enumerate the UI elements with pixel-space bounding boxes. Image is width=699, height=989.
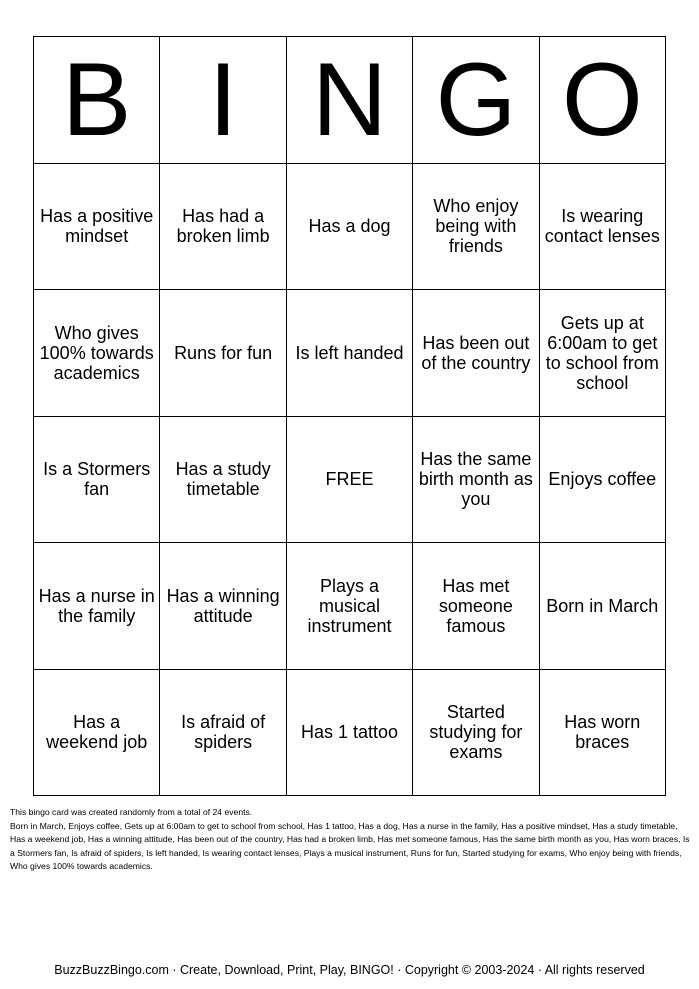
bingo-cell: Has a winning attitude (160, 543, 286, 670)
bingo-cell: Started studying for exams (413, 670, 539, 797)
bingo-cell: Enjoys coffee (540, 417, 666, 544)
bingo-cell: Is wearing contact lenses (540, 164, 666, 291)
bingo-cell: Who enjoy being with friends (413, 164, 539, 291)
bingo-cell: Has met someone famous (413, 543, 539, 670)
bingo-cell: Has had a broken limb (160, 164, 286, 291)
bingo-cell: Has 1 tattoo (287, 670, 413, 797)
card-note (10, 806, 690, 874)
note-summary: This bingo card was created randomly from a total of 24 events. (10, 807, 253, 817)
header-letter-i: I (160, 37, 286, 164)
bingo-cell: Runs for fun (160, 290, 286, 417)
bingo-cell: Who gives 100% towards academics (34, 290, 160, 417)
bingo-cell: Is afraid of spiders (160, 670, 286, 797)
header-letter-b: B (34, 37, 160, 164)
free-cell: FREE (287, 417, 413, 544)
bingo-cell: Has a study timetable (160, 417, 286, 544)
bingo-cell: Has the same birth month as you (413, 417, 539, 544)
note-events: Born in March, Enjoys coffee, Gets up at 6:00am to get to school from school, Has 1 tattoo, Has a dog, Has a nurse in the family, Has a positive mindset, Has a study timetable, Has a weekend job, Has a winning attitude, Has been out of the country, Has had a broken limb, Has met someone famous, Has the same birth month as you, Has worn braces, Is a Stormers fan, Is afraid of spiders, Is left handed, Is wearing contact lenses, Plays a musical instrument, Runs for fun, Started studying for exams, Who enjoy being with friends, Who gives 100% towards academics. (10, 820, 690, 871)
bingo-cell: Has worn braces (540, 670, 666, 797)
site-credit: BuzzBuzzBingo.com · Create, Download, Print, Play, BINGO! · Copyright © 2003-2024 · All rights reserved (54, 963, 645, 977)
bingo-cell: Has a positive mindset (34, 164, 160, 291)
bingo-cell: Is a Stormers fan (34, 417, 160, 544)
bingo-cell: Plays a musical instrument (287, 543, 413, 670)
header-letter-g: G (413, 37, 539, 164)
bingo-cell: Is left handed (287, 290, 413, 417)
bingo-cell: Has a dog (287, 164, 413, 291)
bingo-cell: Has a weekend job (34, 670, 160, 797)
bingo-cell: Has a nurse in the family (34, 543, 160, 670)
header-letter-n: N (287, 37, 413, 164)
header-letter-o: O (540, 37, 666, 164)
bingo-cell: Has been out of the country (413, 290, 539, 417)
bingo-cell: Born in March (540, 543, 666, 670)
bingo-card (33, 36, 666, 796)
bingo-cell: Gets up at 6:00am to get to school from school (540, 290, 666, 417)
